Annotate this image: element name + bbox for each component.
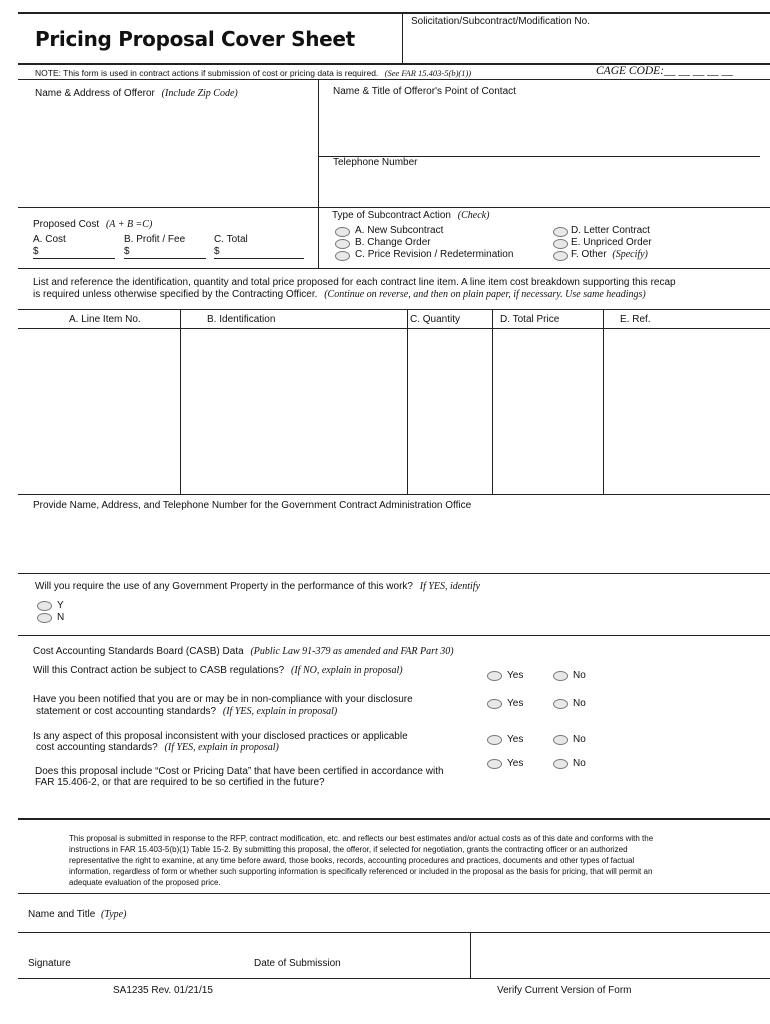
divider <box>18 893 770 894</box>
column-header: D. Total Price <box>500 314 560 325</box>
subcontract-action-label <box>332 210 489 221</box>
divider <box>18 635 770 636</box>
certification-line: This proposal is submitted in response to the RFP, contract modification, etc. and reflects our best estimates and/or actual costs as of this date and conforms with the <box>69 834 654 843</box>
casb-q2-line1: Have you been notified that you are or may be in non-compliance with your disclosure <box>33 694 413 705</box>
casb-q2-line2 <box>36 706 337 717</box>
cost-b-field[interactable] <box>124 258 206 259</box>
telephone-field[interactable] <box>320 170 760 205</box>
radio-q2-no[interactable] <box>553 699 568 709</box>
radio-price-revision[interactable] <box>335 251 350 261</box>
certification-line: instructions in FAR 15.403-5(b)(1) Table 15-2. By submitting this proposal, the offeror, if selected for negotiation, grants the contracting officer or an authorized <box>69 845 628 854</box>
note-ref: (See FAR 15.403-5(b)(1)) <box>384 68 472 78</box>
divider <box>18 207 770 208</box>
name-title-field[interactable] <box>120 900 760 930</box>
yes-label: Yes <box>507 758 524 769</box>
radio-q4-yes[interactable] <box>487 759 502 769</box>
casb-q4-line1: Does this proposal include “Cost or Pricing Data” that have been certified in accordance with <box>35 766 444 777</box>
certification-line: adequate evaluation of the proposed price. <box>69 878 221 887</box>
line-items-instructions: List and reference the identification, quantity and total price proposed for each contract line item. A line item cost breakdown supporting this recap <box>33 277 676 288</box>
option-label: Y <box>57 600 64 611</box>
label-hint: (If NO, explain in proposal) <box>291 665 403 676</box>
gov-office-label: Provide Name, Address, and Telephone Number for the Government Contract Administration Office <box>33 500 472 511</box>
column-header: C. Quantity <box>410 314 461 325</box>
yes-label: Yes <box>507 670 524 681</box>
casb-q1 <box>33 665 403 676</box>
label-text: Name & Address of Offeror <box>35 88 155 99</box>
solicitation-label: Solicitation/Subcontract/Modification No. <box>411 16 590 27</box>
top-border <box>18 12 770 14</box>
divider <box>318 79 319 268</box>
currency-symbol: $ <box>124 246 130 257</box>
label-hint: (If YES, explain in proposal) <box>222 706 338 717</box>
certification-line: representative the right to examine, at any time before award, those books, records, accounting procedures and practices, documents and other types of factual <box>69 856 635 865</box>
telephone-label: Telephone Number <box>333 157 418 168</box>
label-hint: (Include Zip Code) <box>161 88 238 99</box>
date-field[interactable] <box>475 936 765 974</box>
line-item-no-field[interactable] <box>18 329 179 494</box>
cost-b-label: B. Profit / Fee <box>124 234 186 245</box>
currency-symbol: $ <box>33 246 39 257</box>
certification-line: information, regardless of form or whether such supporting information is specifically referenced or included in the proposal as the basis for pricing, that will permit an <box>69 867 653 876</box>
radio-q1-yes[interactable] <box>487 671 502 681</box>
label-hint: If YES, identify <box>419 581 481 592</box>
solicitation-field[interactable] <box>402 28 770 62</box>
label-hint: (Continue on reverse, and then on plain paper, if necessary. Use same headings) <box>324 289 646 300</box>
casb-q3-line2 <box>36 742 279 753</box>
no-label: No <box>573 758 586 769</box>
radio-unpriced-order[interactable] <box>553 239 568 249</box>
label-text: Name and Title <box>28 909 96 920</box>
label-hint: (Specify) <box>612 249 648 260</box>
casb-heading <box>33 646 454 657</box>
casb-q3-line1: Is any aspect of this proposal inconsistent with your disclosed practices or applicable <box>33 731 408 742</box>
column-header: B. Identification <box>207 314 276 325</box>
radio-new-subcontract[interactable] <box>335 227 350 237</box>
radio-gov-property-no[interactable] <box>37 613 52 623</box>
cost-c-field[interactable] <box>214 258 304 259</box>
ref-field[interactable] <box>604 329 770 494</box>
column-header: A. Line Item No. <box>69 314 141 325</box>
certification-text <box>69 833 653 888</box>
gov-office-field[interactable] <box>30 514 760 569</box>
proposed-cost-label <box>33 219 152 230</box>
offeror-name-address-label <box>35 88 238 99</box>
divider <box>18 79 770 80</box>
total-price-field[interactable] <box>493 329 602 494</box>
cost-c-label: C. Total <box>214 234 248 245</box>
cost-a-field[interactable] <box>33 258 115 259</box>
name-title-label <box>28 909 126 920</box>
label-text: Will this Contract action be subject to CASB regulations? <box>33 665 285 676</box>
verify-version: Verify Current Version of Form <box>497 985 632 996</box>
signature-field[interactable] <box>90 936 240 974</box>
divider <box>18 978 770 979</box>
formula: (A + B =C) <box>105 219 153 230</box>
label-text: Cost Accounting Standards Board (CASB) Data <box>33 646 244 657</box>
quantity-field[interactable] <box>408 329 491 494</box>
option-label: E. Unpriced Order <box>571 237 652 248</box>
option-label: D. Letter Contract <box>571 225 650 236</box>
no-label: No <box>573 698 586 709</box>
radio-q3-yes[interactable] <box>487 735 502 745</box>
label-hint: (Check) <box>457 210 490 221</box>
label-hint: (Public Law 91-379 as amended and FAR Part 30) <box>250 646 454 657</box>
label-text: F. Other <box>571 249 607 260</box>
offeror-name-address-field[interactable] <box>30 100 312 205</box>
gov-property-question <box>35 581 480 592</box>
poc-field[interactable] <box>320 98 760 153</box>
divider <box>18 573 770 574</box>
option-label-other <box>571 249 648 260</box>
yes-label: Yes <box>507 734 524 745</box>
radio-q1-no[interactable] <box>553 671 568 681</box>
poc-label: Name & Title of Offeror's Point of Contact <box>333 86 516 97</box>
radio-q3-no[interactable] <box>553 735 568 745</box>
form-number: SA1235 Rev. 01/21/15 <box>113 985 213 996</box>
identification-field[interactable] <box>181 329 406 494</box>
line-items-instructions-2 <box>33 289 646 300</box>
yes-label: Yes <box>507 698 524 709</box>
table-bottom <box>18 494 770 495</box>
option-label: C. Price Revision / Redetermination <box>355 249 514 260</box>
divider <box>18 818 770 820</box>
table-top <box>18 309 770 310</box>
no-label: No <box>573 734 586 745</box>
signature-label: Signature <box>28 958 71 969</box>
label-text: cost accounting standards? <box>36 742 158 753</box>
label-hint: (If YES, explain in proposal) <box>164 742 279 753</box>
option-label: N <box>57 612 65 623</box>
label-text: Will you require the use of any Government Property in the performance of this work? <box>35 581 413 592</box>
radio-change-order[interactable] <box>335 239 350 249</box>
radio-gov-property-yes[interactable] <box>37 601 52 611</box>
cage-code: CAGE CODE:__ __ __ __ __ <box>596 65 734 77</box>
radio-letter-contract[interactable] <box>553 227 568 237</box>
casb-q4-line2: FAR 15.406-2, or that are required to be so certified in the future? <box>35 777 325 788</box>
label-text: Type of Subcontract Action <box>332 210 451 221</box>
divider <box>18 268 770 269</box>
label-hint: (Type) <box>101 909 127 920</box>
label-text: Proposed Cost <box>33 219 100 230</box>
column-header: E. Ref. <box>620 314 651 325</box>
label-text: statement or cost accounting standards? <box>36 706 217 717</box>
radio-other[interactable] <box>553 251 568 261</box>
divider <box>470 932 471 978</box>
date-label: Date of Submission <box>254 958 341 969</box>
note-text <box>35 68 471 78</box>
divider <box>18 932 770 933</box>
option-label: B. Change Order <box>355 237 431 248</box>
label-text: is required unless otherwise specified by the Contracting Officer. <box>33 289 318 300</box>
radio-q4-no[interactable] <box>553 759 568 769</box>
cost-a-label: A. Cost <box>33 234 66 245</box>
form-title: Pricing Proposal Cover Sheet <box>35 27 355 51</box>
radio-q2-yes[interactable] <box>487 699 502 709</box>
option-label: A. New Subcontract <box>355 225 444 236</box>
no-label: No <box>573 670 586 681</box>
currency-symbol: $ <box>214 246 220 257</box>
note-label: NOTE: This form is used in contract actions if submission of cost or pricing data is required. <box>35 68 379 78</box>
